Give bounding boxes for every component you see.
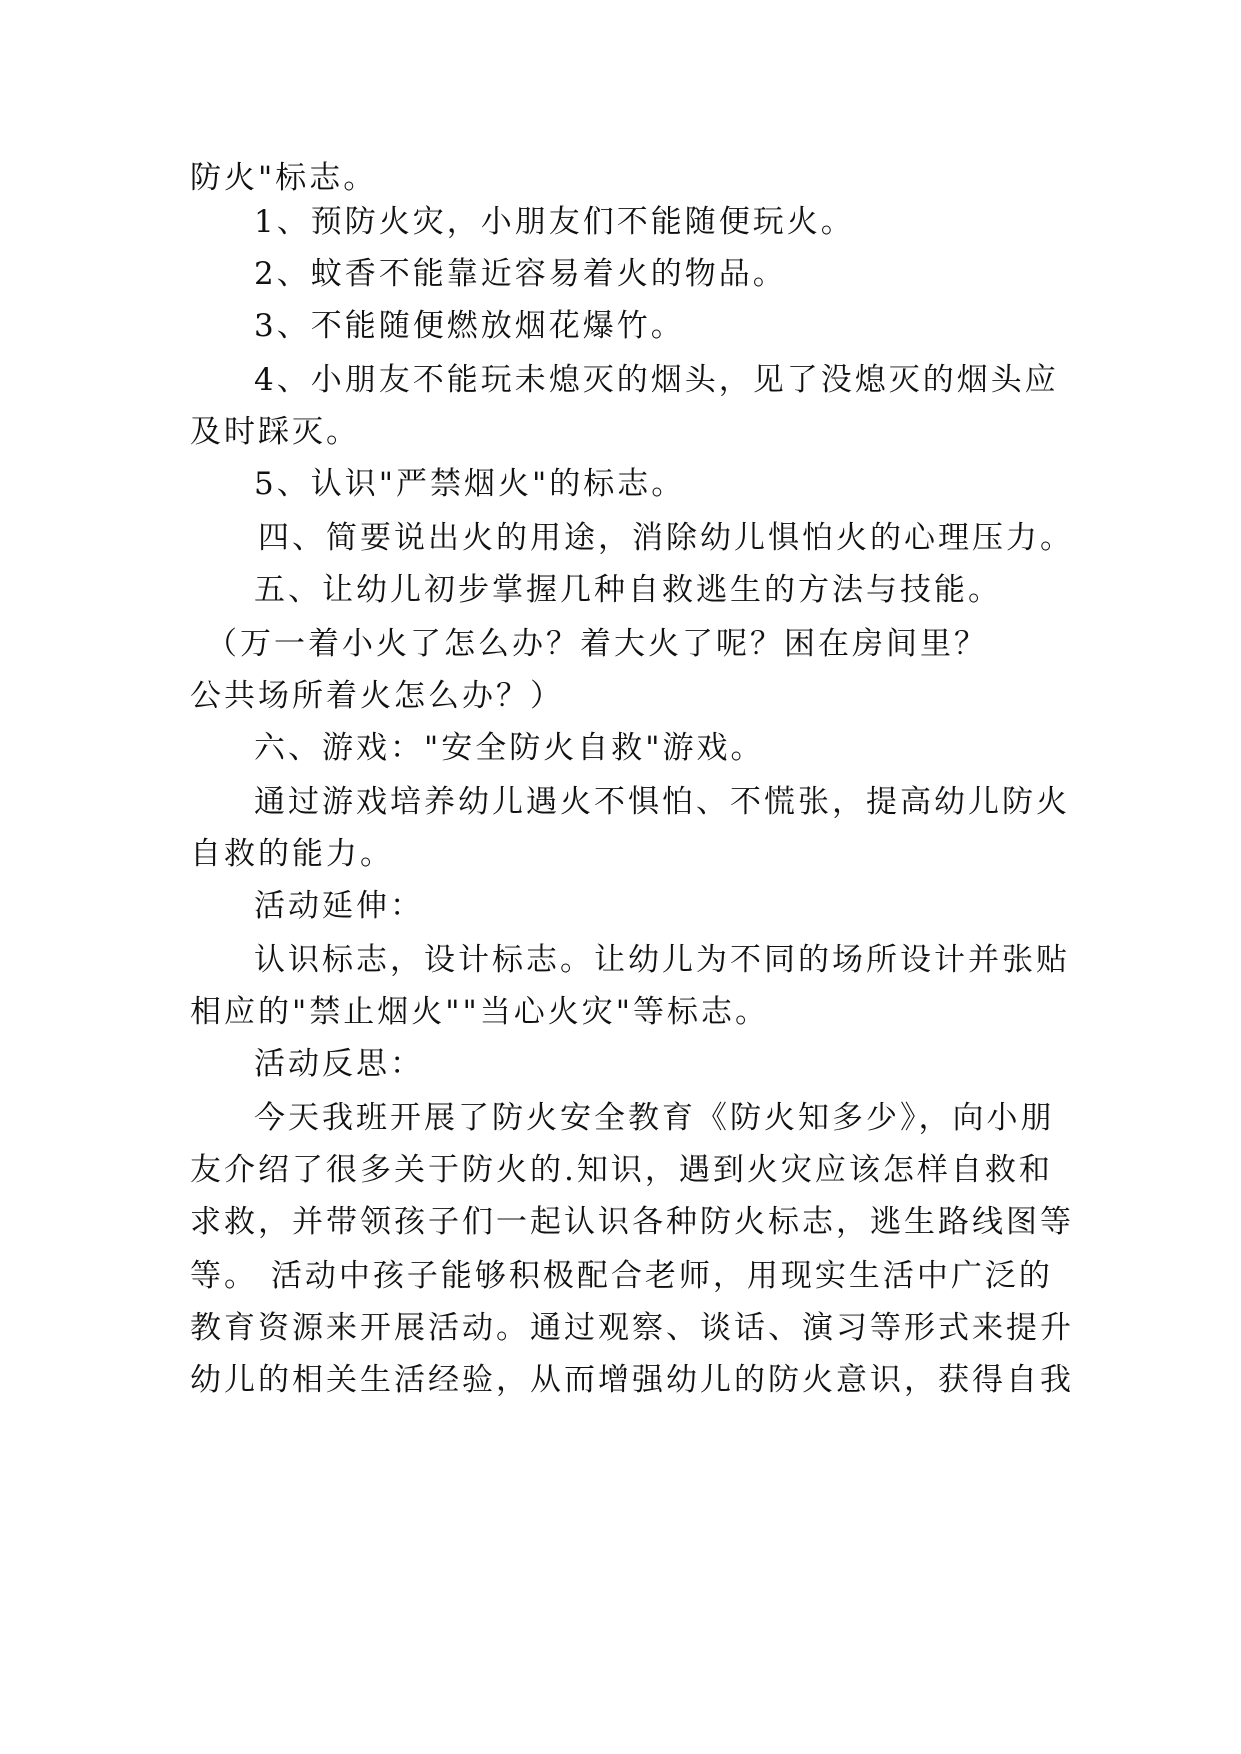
text-line: 及时踩灭。: [190, 414, 360, 450]
text-line: 自救的能力。: [190, 836, 394, 872]
section-heading: 五、让幼儿初步掌握几种自救逃生的方法与技能。: [254, 572, 1002, 608]
section-heading: 活动反思：: [254, 1046, 424, 1082]
text-line: 相应的"禁止烟火""当心火灾"等标志。: [190, 994, 770, 1030]
text-line: 通过游戏培养幼儿遇火不惧怕、不慌张，提高幼儿防火: [254, 784, 1070, 820]
text-line: 求救，并带领孩子们一起认识各种防火标志，逃生路线图等: [190, 1204, 1074, 1240]
section-heading: 四、简要说出火的用途，消除幼儿惧怕火的心理压力。: [258, 520, 1074, 556]
list-item: 4、小朋友不能玩未熄灭的烟头，见了没熄灭的烟头应: [254, 362, 1059, 398]
text-line: 幼儿的相关生活经验，从而增强幼儿的防火意识，获得自我: [190, 1362, 1074, 1398]
text-line: 公共场所着火怎么办？）: [190, 678, 564, 714]
section-heading: 六、游戏："安全防火自救"游戏。: [254, 730, 765, 766]
list-item: 2、蚊香不能靠近容易着火的物品。: [254, 256, 787, 292]
text-line: 等。 活动中孩子能够积极配合老师，用现实生活中广泛的: [190, 1258, 1053, 1294]
text-line: 防火"标志。: [190, 160, 378, 196]
text-line: 友介绍了很多关于防火的.知识，遇到火灾应该怎样自救和: [190, 1152, 1053, 1188]
text-line: 今天我班开展了防火安全教育《防火知多少》，向小朋: [254, 1100, 1055, 1136]
list-item: 3、不能随便燃放烟花爆竹。: [254, 308, 685, 344]
list-item: 5、认识"严禁烟火"的标志。: [254, 466, 686, 502]
list-item: 1、预防火灾，小朋友们不能随便玩火。: [254, 204, 855, 240]
text-line: 认识标志，设计标志。让幼儿为不同的场所设计并张贴: [254, 942, 1070, 978]
section-heading: 活动延伸：: [254, 888, 424, 924]
text-line: （万一着小火了怎么办？着大火了呢？困在房间里？: [206, 626, 988, 662]
text-line: 教育资源来开展活动。通过观察、谈话、演习等形式来提升: [190, 1310, 1074, 1346]
